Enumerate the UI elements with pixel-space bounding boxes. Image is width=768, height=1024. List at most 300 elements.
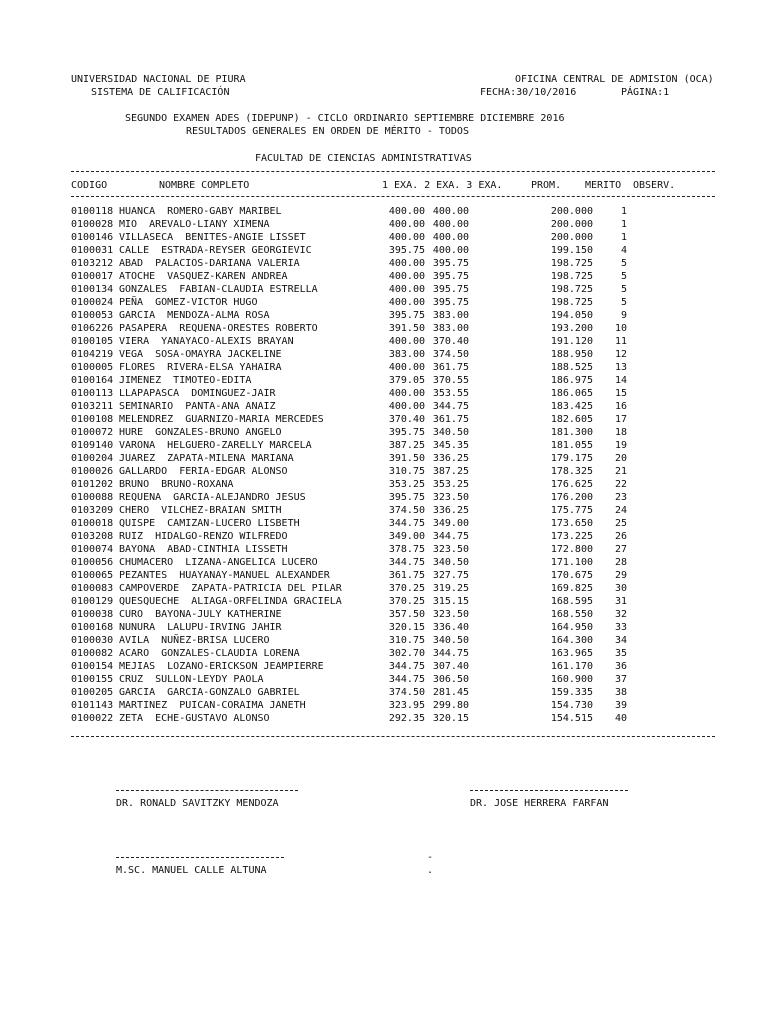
cell-code: 0100072 [71, 427, 114, 438]
cell-prom: 200.000 [550, 232, 593, 243]
cell-code: 0100134 [71, 284, 114, 295]
table-row [71, 374, 721, 387]
col-name: NOMBRE COMPLETO [159, 180, 250, 191]
cell-exam-2: 370.55 [432, 375, 469, 386]
cell-code: 0100168 [71, 622, 114, 633]
cell-name: PASAPERA REQUENA-ORESTES ROBERTO [119, 323, 318, 334]
cell-merit: 27 [614, 544, 627, 555]
cell-name: FLORES RIVERA-ELSA YAHAIRA [119, 362, 282, 373]
cell-merit: 5 [620, 284, 627, 295]
table-row [71, 491, 721, 504]
table-row [71, 348, 721, 361]
table-row [71, 387, 721, 400]
cell-code: 0100205 [71, 687, 114, 698]
cell-code: 0103211 [71, 401, 114, 412]
cell-exam-2: 344.75 [432, 531, 469, 542]
cell-merit: 15 [614, 388, 627, 399]
cell-name: CHUMACERO LIZANA-ANGELICA LUCERO [119, 557, 318, 568]
cell-exam-2: 307.40 [432, 661, 469, 672]
cell-prom: 198.725 [550, 258, 593, 269]
cell-exam-1: 344.75 [388, 674, 425, 685]
cell-prom: 161.170 [550, 661, 593, 672]
cell-merit: 9 [620, 310, 627, 321]
cell-merit: 38 [614, 687, 627, 698]
cell-exam-2: 281.45 [432, 687, 469, 698]
cell-exam-1: 391.50 [388, 323, 425, 334]
cell-exam-1: 323.95 [388, 700, 425, 711]
cell-exam-2: 383.00 [432, 310, 469, 321]
table-row [71, 439, 721, 452]
cell-name: GALLARDO FERIA-EDGAR ALONSO [119, 466, 288, 477]
cell-exam-1: 344.75 [388, 518, 425, 529]
cell-prom: 168.595 [550, 596, 593, 607]
cell-name: JUAREZ ZAPATA-MILENA MARIANA [119, 453, 294, 464]
cell-name: PEÑA GOMEZ-VICTOR HUGO [119, 297, 258, 308]
cell-name: REQUENA GARCIA-ALEJANDRO JESUS [119, 492, 306, 503]
cell-exam-2: 400.00 [432, 232, 469, 243]
cell-merit: 24 [614, 505, 627, 516]
cell-merit: 13 [614, 362, 627, 373]
cell-exam-1: 320.15 [388, 622, 425, 633]
table-row [71, 543, 721, 556]
cell-prom: 181.055 [550, 440, 593, 451]
cell-exam-2: 315.15 [432, 596, 469, 607]
cell-exam-2: 370.40 [432, 336, 469, 347]
cell-merit: 4 [620, 245, 627, 256]
cell-prom: 179.175 [550, 453, 593, 464]
cell-exam-2: 395.75 [432, 258, 469, 269]
cell-exam-1: 387.25 [388, 440, 425, 451]
cell-merit: 5 [620, 271, 627, 282]
table-row [71, 686, 721, 699]
cell-exam-1: 383.00 [388, 349, 425, 360]
cell-prom: 183.425 [550, 401, 593, 412]
cell-merit: 25 [614, 518, 627, 529]
cell-name: GARCIA MENDOZA-ALMA ROSA [119, 310, 270, 321]
cell-prom: 172.800 [550, 544, 593, 555]
table-row [71, 647, 721, 660]
cell-code: 0100074 [71, 544, 114, 555]
cell-exam-2: 400.00 [432, 245, 469, 256]
cell-exam-1: 400.00 [388, 336, 425, 347]
table-row [71, 400, 721, 413]
cell-merit: 12 [614, 349, 627, 360]
cell-exam-2: 340.50 [432, 635, 469, 646]
table-row [71, 556, 721, 569]
cell-code: 0100022 [71, 713, 114, 724]
cell-merit: 39 [614, 700, 627, 711]
cell-code: 0100164 [71, 375, 114, 386]
cell-exam-2: 323.50 [432, 544, 469, 555]
cell-name: CHERO VILCHEZ-BRAIAN SMITH [119, 505, 282, 516]
faculty-title: FACULTAD DE CIENCIAS ADMINISTRATIVAS [255, 153, 472, 164]
cell-prom: 188.950 [550, 349, 593, 360]
table-row [71, 582, 721, 595]
cell-exam-2: 336.40 [432, 622, 469, 633]
table-row [71, 504, 721, 517]
cell-merit: 32 [614, 609, 627, 620]
cell-merit: 11 [614, 336, 627, 347]
col-prom: PROM. [531, 180, 562, 191]
cell-exam-1: 400.00 [388, 206, 425, 217]
cell-merit: 33 [614, 622, 627, 633]
cell-exam-1: 310.75 [388, 635, 425, 646]
cell-code: 0100038 [71, 609, 114, 620]
cell-name: LLAPAPASCA DOMINGUEZ-JAIR [119, 388, 276, 399]
cell-merit: 5 [620, 297, 627, 308]
cell-code: 0100146 [71, 232, 114, 243]
cell-exam-1: 395.75 [388, 427, 425, 438]
cell-prom: 169.825 [550, 583, 593, 594]
cell-prom: 173.650 [550, 518, 593, 529]
results-title: RESULTADOS GENERALES EN ORDEN DE MÉRITO - TODOS [186, 126, 469, 137]
cell-merit: 34 [614, 635, 627, 646]
cell-exam-2: 374.50 [432, 349, 469, 360]
cell-code: 0103208 [71, 531, 114, 542]
cell-merit: 22 [614, 479, 627, 490]
cell-exam-1: 357.50 [388, 609, 425, 620]
cell-prom: 154.515 [550, 713, 593, 724]
cell-exam-1: 292.35 [388, 713, 425, 724]
exam-title: SEGUNDO EXAMEN ADES (IDEPUNP) - CICLO ORDINARIO SEPTIEMBRE DICIEMBRE 2016 [125, 113, 565, 124]
cell-prom: 170.675 [550, 570, 593, 581]
cell-merit: 16 [614, 401, 627, 412]
cell-name: VIERA YANAYACO-ALEXIS BRAYAN [119, 336, 294, 347]
cell-merit: 1 [620, 232, 627, 243]
cell-exam-1: 374.50 [388, 505, 425, 516]
cell-exam-1: 400.00 [388, 219, 425, 230]
cell-name: ACARO GONZALES-CLAUDIA LORENA [119, 648, 300, 659]
cell-name: SEMINARIO PANTA-ANA ANAIZ [119, 401, 276, 412]
cell-code: 0100005 [71, 362, 114, 373]
table-row [71, 361, 721, 374]
cell-merit: 31 [614, 596, 627, 607]
cell-merit: 35 [614, 648, 627, 659]
cell-merit: 40 [614, 713, 627, 724]
cell-name: MIO AREVALO-LIANY XIMENA [119, 219, 270, 230]
cell-prom: 200.000 [550, 219, 593, 230]
cell-merit: 28 [614, 557, 627, 568]
system-name: SISTEMA DE CALIFICACIÓN [91, 87, 230, 98]
cell-merit: 1 [620, 206, 627, 217]
cell-prom: 198.725 [550, 271, 593, 282]
cell-code: 0100129 [71, 596, 114, 607]
cell-prom: 168.550 [550, 609, 593, 620]
cell-code: 0104219 [71, 349, 114, 360]
cell-name: PEZANTES HUAYANAY-MANUEL ALEXANDER [119, 570, 330, 581]
page-number: PÁGINA:1 [621, 87, 670, 98]
cell-exam-1: 400.00 [388, 284, 425, 295]
cell-exam-2: 327.75 [432, 570, 469, 581]
cell-merit: 37 [614, 674, 627, 685]
cell-exam-2: 353.55 [432, 388, 469, 399]
cell-name: CAMPOVERDE ZAPATA-PATRICIA DEL PILAR [119, 583, 342, 594]
cell-name: QUESQUECHE ALIAGA-ORFELINDA GRACIELA [119, 596, 342, 607]
cell-exam-1: 370.25 [388, 596, 425, 607]
cell-merit: 20 [614, 453, 627, 464]
cell-merit: 26 [614, 531, 627, 542]
cell-prom: 176.625 [550, 479, 593, 490]
cell-merit: 5 [620, 258, 627, 269]
cell-code: 0106226 [71, 323, 114, 334]
cell-code: 0109140 [71, 440, 114, 451]
cell-exam-1: 344.75 [388, 557, 425, 568]
cell-name: QUISPE CAMIZAN-LUCERO LISBETH [119, 518, 300, 529]
cell-exam-1: 400.00 [388, 388, 425, 399]
cell-exam-1: 378.75 [388, 544, 425, 555]
table-row [71, 452, 721, 465]
cell-merit: 10 [614, 323, 627, 334]
cell-exam-1: 400.00 [388, 258, 425, 269]
cell-exam-2: 340.50 [432, 557, 469, 568]
cell-exam-2: 306.50 [432, 674, 469, 685]
cell-merit: 36 [614, 661, 627, 672]
cell-name: MEJIAS LOZANO-ERICKSON JEAMPIERRE [119, 661, 324, 672]
cell-code: 0100113 [71, 388, 114, 399]
cell-name: ZETA ECHE-GUSTAVO ALONSO [119, 713, 270, 724]
cell-prom: 171.100 [550, 557, 593, 568]
cell-prom: 159.335 [550, 687, 593, 698]
cell-prom: 178.325 [550, 466, 593, 477]
divider-header [71, 196, 715, 197]
col-exams: 1 EXA. 2 EXA. 3 EXA. [382, 180, 503, 191]
cell-prom: 194.050 [550, 310, 593, 321]
cell-code: 0100018 [71, 518, 114, 529]
cell-exam-1: 310.75 [388, 466, 425, 477]
cell-name: HUANCA ROMERO-GABY MARIBEL [119, 206, 282, 217]
cell-merit: 14 [614, 375, 627, 386]
table-row [71, 569, 721, 582]
cell-name: VARONA HELGUERO-ZARELLY MARCELA [119, 440, 312, 451]
cell-exam-1: 395.75 [388, 492, 425, 503]
cell-exam-2: 395.75 [432, 284, 469, 295]
cell-merit: 30 [614, 583, 627, 594]
cell-exam-1: 370.25 [388, 583, 425, 594]
signature-line-2 [470, 790, 628, 791]
cell-code: 0100017 [71, 271, 114, 282]
table-row [71, 283, 721, 296]
signature-name-2: DR. JOSE HERRERA FARFAN [470, 798, 609, 809]
table-row [71, 595, 721, 608]
cell-exam-2: 344.75 [432, 648, 469, 659]
cell-prom: 175.775 [550, 505, 593, 516]
cell-exam-1: 400.00 [388, 401, 425, 412]
table-row [71, 608, 721, 621]
cell-prom: 181.300 [550, 427, 593, 438]
cell-code: 0100024 [71, 297, 114, 308]
cell-exam-2: 349.00 [432, 518, 469, 529]
cell-name: VILLASECA BENITES-ANGIE LISSET [119, 232, 306, 243]
cell-exam-2: 353.25 [432, 479, 469, 490]
cell-exam-1: 391.50 [388, 453, 425, 464]
cell-prom: 164.950 [550, 622, 593, 633]
cell-code: 0103212 [71, 258, 114, 269]
cell-prom: 193.200 [550, 323, 593, 334]
cell-name: HURE GONZALES-BRUNO ANGELO [119, 427, 282, 438]
signature-line-3 [116, 857, 284, 858]
cell-exam-1: 349.00 [388, 531, 425, 542]
cell-prom: 191.120 [550, 336, 593, 347]
cell-exam-2: 323.50 [432, 609, 469, 620]
cell-exam-2: 395.75 [432, 271, 469, 282]
cell-name: ABAD PALACIOS-DARIANA VALERIA [119, 258, 300, 269]
cell-code: 0100028 [71, 219, 114, 230]
cell-code: 0100105 [71, 336, 114, 347]
col-obs: OBSERV. [633, 180, 676, 191]
office-name: OFICINA CENTRAL DE ADMISION (OCA) [515, 74, 714, 85]
cell-name: GONZALES FABIAN-CLAUDIA ESTRELLA [119, 284, 318, 295]
cell-exam-1: 400.00 [388, 271, 425, 282]
cell-merit: 23 [614, 492, 627, 503]
cell-exam-1: 370.40 [388, 414, 425, 425]
cell-code: 0101202 [71, 479, 114, 490]
cell-code: 0100155 [71, 674, 114, 685]
cell-prom: 188.525 [550, 362, 593, 373]
table-row [71, 205, 721, 218]
cell-merit: 19 [614, 440, 627, 451]
cell-name: JIMENEZ TIMOTEO-EDITA [119, 375, 252, 386]
divider-bottom [71, 736, 715, 737]
cell-exam-1: 400.00 [388, 362, 425, 373]
cell-exam-2: 336.25 [432, 505, 469, 516]
cell-prom: 199.150 [550, 245, 593, 256]
table-row [71, 517, 721, 530]
cell-name: AVILA NUÑEZ-BRISA LUCERO [119, 635, 270, 646]
cell-code: 0100118 [71, 206, 114, 217]
cell-prom: 173.225 [550, 531, 593, 542]
cell-exam-2: 361.75 [432, 362, 469, 373]
cell-name: CALLE ESTRADA-REYSER GEORGIEVIC [119, 245, 312, 256]
cell-code: 0100082 [71, 648, 114, 659]
table-row [71, 244, 721, 257]
cell-name: GARCIA GARCIA-GONZALO GABRIEL [119, 687, 300, 698]
table-row [71, 257, 721, 270]
cell-code: 0100154 [71, 661, 114, 672]
table-row [71, 530, 721, 543]
cell-exam-2: 400.00 [432, 219, 469, 230]
cell-prom: 200.000 [550, 206, 593, 217]
cell-name: MELENDREZ GUARNIZO-MARIA MERCEDES [119, 414, 324, 425]
cell-exam-2: 400.00 [432, 206, 469, 217]
cell-code: 0100030 [71, 635, 114, 646]
cell-exam-2: 395.75 [432, 297, 469, 308]
table-row [71, 296, 721, 309]
col-merit: MERITO [585, 180, 622, 191]
table-header [71, 179, 721, 192]
cell-code: 0100056 [71, 557, 114, 568]
cell-code: 0100031 [71, 245, 114, 256]
cell-prom: 154.730 [550, 700, 593, 711]
cell-merit: 18 [614, 427, 627, 438]
cell-merit: 1 [620, 219, 627, 230]
cell-name: ATOCHE VASQUEZ-KAREN ANDREA [119, 271, 288, 282]
cell-exam-2: 320.15 [432, 713, 469, 724]
stray-dash: - [427, 852, 434, 863]
stray-dot: . [427, 865, 434, 876]
table-row [71, 634, 721, 647]
table-row [71, 309, 721, 322]
cell-code: 0103209 [71, 505, 114, 516]
table-row [71, 465, 721, 478]
cell-code: 0100204 [71, 453, 114, 464]
cell-prom: 182.605 [550, 414, 593, 425]
cell-prom: 164.300 [550, 635, 593, 646]
cell-prom: 160.900 [550, 674, 593, 685]
table-row [71, 478, 721, 491]
cell-name: BAYONA ABAD-CINTHIA LISSETH [119, 544, 288, 555]
cell-prom: 186.065 [550, 388, 593, 399]
cell-exam-2: 323.50 [432, 492, 469, 503]
signature-line-1 [116, 790, 298, 791]
table-row [71, 712, 721, 725]
cell-code: 0100026 [71, 466, 114, 477]
cell-merit: 21 [614, 466, 627, 477]
cell-prom: 176.200 [550, 492, 593, 503]
cell-prom: 163.965 [550, 648, 593, 659]
cell-exam-2: 319.25 [432, 583, 469, 594]
cell-exam-2: 344.75 [432, 401, 469, 412]
divider-top [71, 171, 715, 172]
cell-exam-2: 383.00 [432, 323, 469, 334]
cell-exam-1: 395.75 [388, 245, 425, 256]
cell-exam-1: 361.75 [388, 570, 425, 581]
cell-exam-2: 361.75 [432, 414, 469, 425]
cell-merit: 17 [614, 414, 627, 425]
cell-exam-1: 400.00 [388, 232, 425, 243]
cell-exam-1: 344.75 [388, 661, 425, 672]
cell-name: BRUNO BRUNO-ROXANA [119, 479, 234, 490]
cell-exam-1: 374.50 [388, 687, 425, 698]
cell-code: 0101143 [71, 700, 114, 711]
col-code: CODIGO [71, 180, 108, 191]
cell-merit: 29 [614, 570, 627, 581]
cell-prom: 186.975 [550, 375, 593, 386]
signature-name-3: M.SC. MANUEL CALLE ALTUNA [116, 865, 267, 876]
cell-exam-2: 345.35 [432, 440, 469, 451]
table-row [71, 426, 721, 439]
cell-name: RUIZ HIDALGO-RENZO WILFREDO [119, 531, 288, 542]
cell-exam-2: 340.50 [432, 427, 469, 438]
cell-name: NUNURA LALUPU-IRVING JAHIR [119, 622, 282, 633]
signature-name-1: DR. RONALD SAVITZKY MENDOZA [116, 798, 279, 809]
cell-prom: 198.725 [550, 284, 593, 295]
cell-name: VEGA SOSA-OMAYRA JACKELINE [119, 349, 282, 360]
cell-code: 0100083 [71, 583, 114, 594]
report-date: FECHA:30/10/2016 [480, 87, 577, 98]
table-row [71, 218, 721, 231]
table-row [71, 699, 721, 712]
cell-name: MARTINEZ PUICAN-CORAIMA JANETH [119, 700, 306, 711]
cell-exam-2: 387.25 [432, 466, 469, 477]
university-name: UNIVERSIDAD NACIONAL DE PIURA [71, 74, 246, 85]
table-row [71, 270, 721, 283]
cell-name: CURO BAYONA-JULY KATHERINE [119, 609, 282, 620]
table-row [71, 322, 721, 335]
cell-exam-1: 400.00 [388, 297, 425, 308]
table-row [71, 335, 721, 348]
cell-exam-2: 336.25 [432, 453, 469, 464]
cell-prom: 198.725 [550, 297, 593, 308]
cell-exam-1: 353.25 [388, 479, 425, 490]
cell-code: 0100088 [71, 492, 114, 503]
cell-code: 0100065 [71, 570, 114, 581]
cell-code: 0100108 [71, 414, 114, 425]
cell-code: 0100053 [71, 310, 114, 321]
cell-exam-2: 299.80 [432, 700, 469, 711]
table-row [71, 621, 721, 634]
cell-exam-1: 379.05 [388, 375, 425, 386]
cell-exam-1: 395.75 [388, 310, 425, 321]
